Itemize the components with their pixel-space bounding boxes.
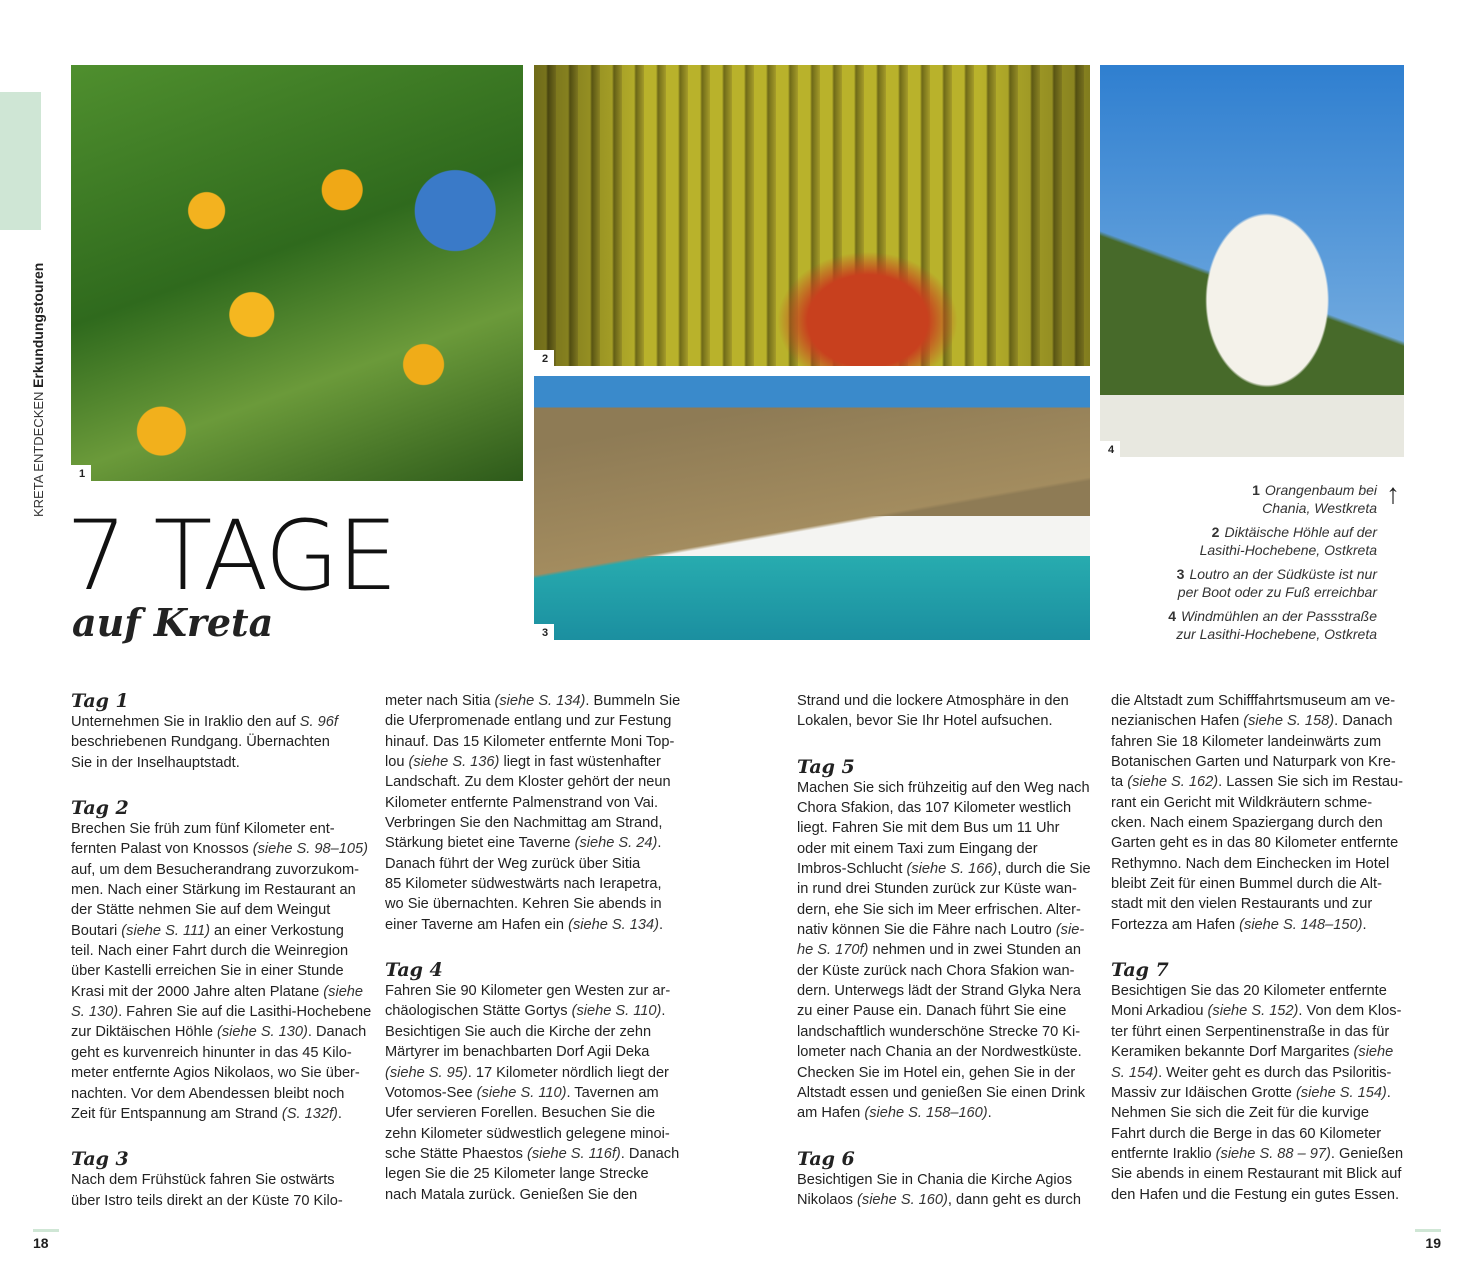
text-line xyxy=(71,941,376,961)
photo-diktaean-cave xyxy=(534,65,1090,366)
text-segment: . xyxy=(658,916,663,933)
text-segment: Danach führt der Weg zurück über Sitia xyxy=(385,855,641,872)
photo-loutro-harbour xyxy=(534,376,1090,640)
text-segment: Nehmen Sie sich die Zeit für die kurvige xyxy=(1111,1105,1369,1122)
page-reference: (siehe S. 154) xyxy=(1295,1084,1387,1101)
text-line xyxy=(797,940,1102,960)
text-line xyxy=(385,1103,690,1123)
section-label xyxy=(30,263,46,517)
caption-text: per Boot oder zu Fuß erreichbar xyxy=(1177,584,1377,600)
page-reference: (siehe S. 136) xyxy=(408,754,500,771)
text-segment: Landschaft. Zu dem Kloster gehört der neun xyxy=(385,774,671,791)
page-reference: (siehe S. 134) xyxy=(494,693,586,709)
text-line xyxy=(797,900,1102,920)
text-segment: Altstadt essen und genießen Sie einen Drink xyxy=(797,1084,1085,1101)
text-line xyxy=(797,1190,1102,1210)
text-segment: . Fahren Sie auf die Lasithi-Hochebene xyxy=(118,1004,372,1021)
text-segment: Märtyrer im benachbarten Dorf Agii Deka xyxy=(385,1044,650,1061)
page-reference: (siehe S. 130) xyxy=(217,1024,308,1041)
day-heading: Tag 4 xyxy=(385,959,443,982)
text-line xyxy=(1111,793,1416,813)
text-line xyxy=(385,874,690,894)
text-line xyxy=(1111,1001,1416,1021)
caption xyxy=(1168,523,1377,559)
text-line xyxy=(71,1170,376,1190)
photo-windmill xyxy=(1100,65,1404,457)
section-name: KRETA ENTDECKEN xyxy=(31,391,46,517)
page-reference: (siehe S. 166) xyxy=(906,861,998,878)
page-reference: (siehe S. 88 – 97) xyxy=(1215,1145,1331,1162)
text-line xyxy=(1111,1124,1416,1144)
day-heading: Tag 2 xyxy=(71,797,129,820)
text-line xyxy=(1111,1042,1416,1062)
text-segment: . xyxy=(987,1105,992,1122)
text-line xyxy=(797,711,1102,731)
text-segment: . Genießen xyxy=(1330,1145,1404,1162)
photo-captions xyxy=(1168,481,1377,649)
text-line xyxy=(797,961,1102,981)
text-segment: ta xyxy=(1111,774,1128,791)
text-segment: liegt. Fahren Sie mit dem Bus um 11 Uhr xyxy=(797,820,1060,837)
text-line xyxy=(71,961,376,981)
caption-number: 4 xyxy=(1168,608,1177,624)
text-segment: liegt in fast wüstenhafter xyxy=(499,754,661,771)
page-reference: (sie- xyxy=(1055,922,1085,939)
page-reference: he S. 170f) xyxy=(797,942,869,959)
text-segment: , dann geht es durch xyxy=(947,1191,1081,1208)
page-number-right: 19 xyxy=(1415,1229,1441,1251)
page-reference: (siehe S. 111) xyxy=(121,922,210,939)
text-line xyxy=(385,1124,690,1144)
page-subtitle: auf Kreta xyxy=(72,600,274,645)
text-segment: Besichtigen Sie das 20 Kilometer entfernte xyxy=(1111,983,1387,1000)
text-segment: . xyxy=(1362,916,1367,933)
text-segment: . Danach xyxy=(620,1145,680,1162)
text-line xyxy=(797,981,1102,1001)
text-line xyxy=(385,1042,690,1062)
text-segment: . Weiter geht es durch das Psiloritis- xyxy=(1158,1064,1392,1081)
text-line xyxy=(1111,854,1416,874)
day-heading: Tag 5 xyxy=(797,755,855,778)
caption-number: 1 xyxy=(1252,482,1260,498)
text-segment: Besichtigen Sie auch die Kirche der zehn xyxy=(385,1023,652,1040)
page-reference: (siehe S. 160) xyxy=(857,1191,948,1208)
text-line xyxy=(71,1002,376,1022)
text-segment: über Kastelli erreichen Sie in einer Stunde xyxy=(71,963,344,980)
text-line xyxy=(71,982,376,1002)
text-line xyxy=(71,1191,376,1211)
text-line xyxy=(71,900,376,920)
page-reference: (siehe S. 148–150) xyxy=(1239,916,1363,933)
caption-text: Chania, Westkreta xyxy=(1262,500,1377,516)
text-line xyxy=(1111,691,1416,711)
text-segment: Garten geht es in das 80 Kilometer entfernte xyxy=(1111,835,1399,852)
text-line xyxy=(797,839,1102,859)
text-line xyxy=(1111,1083,1416,1103)
text-segment: hinauf. Das 15 Kilometer entfernte Moni Top- xyxy=(385,733,675,750)
text-segment: lometer nach Chania an der Nordwestküste. xyxy=(797,1044,1082,1061)
text-segment: nehmen und in zwei Stunden an xyxy=(868,942,1081,959)
caption-number: 2 xyxy=(1211,524,1220,540)
text-line xyxy=(385,711,690,731)
text-segment: Rethymno. Nach dem Einchecken im Hotel xyxy=(1111,855,1390,872)
text-segment: Lokalen, bevor Sie Ihr Hotel aufsuchen. xyxy=(797,713,1053,730)
text-line xyxy=(1111,1164,1416,1184)
section-tab xyxy=(0,92,41,230)
text-segment: 85 Kilometer südwestwärts nach Ierapetra, xyxy=(385,876,662,893)
text-segment: Sie in der Inselhauptstadt. xyxy=(71,754,240,771)
text-segment: Nach dem Frühstück fahren Sie ostwärts xyxy=(71,1172,335,1189)
caption xyxy=(1168,565,1377,601)
caption-text: Diktäische Höhle auf der xyxy=(1224,524,1377,540)
text-line xyxy=(385,772,690,792)
text-line xyxy=(797,1001,1102,1021)
text-line xyxy=(385,752,690,772)
photo-number: 1 xyxy=(71,465,91,481)
photo-number: 3 xyxy=(534,624,554,640)
text-line xyxy=(385,813,690,833)
photo-number: 4 xyxy=(1100,441,1120,457)
text-segment: . Von dem Klos- xyxy=(1298,1003,1402,1020)
text-segment: Fahren Sie 90 Kilometer gen Westen zur ar- xyxy=(385,983,671,1000)
text-segment: stadt mit den vielen Restaurants und zur xyxy=(1111,896,1373,913)
page-reference: (siehe S. 116f) xyxy=(526,1145,621,1162)
text-line xyxy=(797,1103,1102,1123)
text-line xyxy=(797,818,1102,838)
text-segment: . Tavernen am xyxy=(566,1084,659,1101)
text-line xyxy=(71,1104,376,1124)
page-reference: (siehe S. 158) xyxy=(1243,713,1335,730)
text-segment: Fortezza am Hafen xyxy=(1111,916,1240,933)
text-line xyxy=(385,1022,690,1042)
text-segment: fernten Palast von Knossos xyxy=(71,841,253,858)
text-segment: entfernte Iraklio xyxy=(1111,1145,1216,1162)
caption-text: zur Lasithi-Hochebene, Ostkreta xyxy=(1176,626,1377,642)
text-segment: auf, um dem Besucherandrang zuvorzukom- xyxy=(71,861,359,878)
text-line xyxy=(385,1185,690,1205)
text-line xyxy=(1111,711,1416,731)
page-reference: (siehe S. 110) xyxy=(476,1084,567,1101)
text-line xyxy=(797,1063,1102,1083)
text-segment: dern. Unterwegs lädt der Strand Glyka Nera xyxy=(797,983,1081,1000)
text-segment: Sie abends in einem Restaurant mit Blick auf xyxy=(1111,1166,1402,1183)
photo-number: 2 xyxy=(534,350,554,366)
text-segment: Krasi mit der 2000 Jahre alten Platane xyxy=(71,983,324,1000)
text-segment: . Bummeln Sie xyxy=(585,693,681,709)
text-segment: cken. Nach einem Spaziergang durch den xyxy=(1111,815,1383,832)
page-reference: (S. 132f) xyxy=(281,1105,338,1122)
text-segment: . xyxy=(1386,1084,1391,1101)
text-line xyxy=(797,879,1102,899)
text-line xyxy=(71,839,376,859)
page-title: 7 TAGE xyxy=(66,500,396,612)
text-segment: zu einer Pause ein. Danach führt Sie eine xyxy=(797,1003,1067,1020)
text-segment: Moni Arkadiou xyxy=(1111,1003,1208,1020)
caption-text: Lasithi-Hochebene, Ostkreta xyxy=(1199,542,1377,558)
text-segment: Kilometer entfernte Palmenstrand von Vai. xyxy=(385,794,659,811)
text-line xyxy=(385,1164,690,1184)
text-segment: der Stätte nehmen Sie auf dem Weingut xyxy=(71,902,331,919)
caption-text: Loutro an der Südküste ist nur xyxy=(1189,566,1377,582)
page-reference: (siehe xyxy=(323,983,364,1000)
day-heading: Tag 6 xyxy=(797,1147,855,1170)
text-line xyxy=(385,854,690,874)
text-segment: meter nach Sitia xyxy=(385,693,495,709)
text-column xyxy=(1111,691,1416,1205)
page-reference: S. 96f xyxy=(299,714,338,730)
text-segment: Botanischen Garten und Naturpark von Kre- xyxy=(1111,754,1396,771)
page-number-left: 18 xyxy=(33,1229,59,1251)
text-segment: Zeit für Entspannung am Strand xyxy=(71,1105,282,1122)
text-line xyxy=(385,691,690,711)
text-segment: Ufer servieren Forellen. Besuchen Sie die xyxy=(385,1105,656,1122)
text-line xyxy=(797,691,1102,711)
text-segment: Boutari xyxy=(71,922,122,939)
text-line xyxy=(797,920,1102,940)
text-line xyxy=(797,1022,1102,1042)
text-segment: fahren Sie 18 Kilometer landeinwärts zum xyxy=(1111,733,1382,750)
text-segment: bleibt Zeit für einen Bummel durch die Alt- xyxy=(1111,876,1382,893)
text-line xyxy=(71,1063,376,1083)
text-segment: . xyxy=(661,1003,666,1020)
day-heading: Tag 7 xyxy=(1111,959,1169,982)
text-segment: rant ein Gericht mit Wildkräutern schme- xyxy=(1111,794,1373,811)
caption-text: Orangenbaum bei xyxy=(1264,482,1377,498)
text-segment: meter entfernte Agios Nikolaos, wo Sie über- xyxy=(71,1065,360,1082)
text-segment: die Uferpromenade entlang und zur Festung xyxy=(385,713,672,730)
text-line xyxy=(71,1084,376,1104)
text-segment: in rund drei Stunden zurück zur Küste wan- xyxy=(797,881,1077,898)
text-line xyxy=(797,1170,1102,1190)
text-segment: chäologischen Stätte Gortys xyxy=(385,1003,572,1020)
text-segment: ter führt einen Serpentinenstraße in das für xyxy=(1111,1023,1390,1040)
text-segment: . xyxy=(657,835,662,852)
text-segment: geht es kurvenreich hinunter in das 45 Kilo- xyxy=(71,1044,352,1061)
text-segment: dern, ehe Sie sich im Meer erfrischen. Alter- xyxy=(797,901,1081,918)
page-reference: (siehe S. 95) xyxy=(385,1064,468,1081)
caption xyxy=(1168,607,1377,643)
page-reference: (siehe S. 110) xyxy=(571,1003,662,1020)
day-heading: Tag 1 xyxy=(71,690,129,712)
text-line xyxy=(1111,1144,1416,1164)
text-line xyxy=(1111,915,1416,935)
text-line xyxy=(71,860,376,880)
text-line xyxy=(385,1001,690,1021)
text-line xyxy=(797,1042,1102,1062)
page-reference: (siehe S. 98–105) xyxy=(252,841,368,858)
text-line xyxy=(797,778,1102,798)
text-segment: Brechen Sie früh zum fünf Kilometer ent- xyxy=(71,821,335,838)
text-line xyxy=(385,1083,690,1103)
text-segment: die Altstadt zum Schifffahrtsmuseum am ve- xyxy=(1111,693,1396,709)
text-segment: Chora Sfakion, das 107 Kilometer westlich xyxy=(797,800,1072,817)
text-line xyxy=(1111,1022,1416,1042)
text-line xyxy=(797,1083,1102,1103)
day-heading: Tag 3 xyxy=(71,1148,129,1171)
text-line xyxy=(385,894,690,914)
text-line xyxy=(71,753,376,773)
text-segment: über Istro teils direkt an der Küste 70 Kilo- xyxy=(71,1192,343,1209)
text-segment: Stärkung bietet eine Taverne xyxy=(385,835,575,852)
text-line xyxy=(1111,1103,1416,1123)
text-line xyxy=(71,732,376,752)
text-segment: der Küste zurück nach Chora Sfakion wan- xyxy=(797,962,1075,979)
text-segment: beschriebenen Rundgang. Übernachten xyxy=(71,734,330,751)
photo-orange-tree xyxy=(71,65,523,481)
page-reference: (siehe S. 24) xyxy=(574,835,658,852)
caption-number: 3 xyxy=(1176,566,1185,582)
text-segment: Strand und die lockere Atmosphäre in den xyxy=(797,693,1069,709)
text-segment: Imbros-Schlucht xyxy=(797,861,907,878)
text-segment: . Danach xyxy=(1334,713,1393,730)
text-segment: . Lassen Sie sich im Restau- xyxy=(1218,774,1404,791)
text-column xyxy=(71,691,376,1211)
text-line xyxy=(1111,772,1416,792)
text-segment: Keramiken bekannte Dorf Margarites xyxy=(1111,1044,1354,1061)
text-column xyxy=(797,691,1102,1210)
text-segment: einer Taverne am Hafen ein xyxy=(385,916,569,933)
text-segment: den Hafen und die Festung ein gutes Essen. xyxy=(1111,1186,1400,1203)
text-line xyxy=(797,859,1102,879)
text-line xyxy=(1111,833,1416,853)
text-line xyxy=(1111,1063,1416,1083)
text-segment: lou xyxy=(385,754,409,771)
subsection-name: Erkundungstouren xyxy=(30,262,46,388)
text-segment: landschaftlich wunderschöne Strecke 70 Ki- xyxy=(797,1023,1081,1040)
text-segment: nativ können Sie die Fähre nach Loutro xyxy=(797,922,1056,939)
up-arrow-icon: ↑ xyxy=(1386,478,1400,509)
page-reference: (siehe S. 134) xyxy=(568,916,659,933)
text-line xyxy=(385,1063,690,1083)
text-line xyxy=(1111,813,1416,833)
text-segment: nach Matala zurück. Genießen Sie den xyxy=(385,1186,638,1203)
text-line xyxy=(71,712,376,732)
text-line xyxy=(385,793,690,813)
text-segment: am Hafen xyxy=(797,1105,865,1122)
text-segment: Massiv zur Idäischen Grotte xyxy=(1111,1084,1296,1101)
text-segment: , durch die Sie xyxy=(997,861,1091,878)
text-segment: zur Diktäischen Höhle xyxy=(71,1024,218,1041)
text-column xyxy=(385,691,690,1205)
text-segment: legen Sie die 25 Kilometer lange Strecke xyxy=(385,1166,649,1183)
text-segment: Checken Sie im Hotel ein, gehen Sie in der xyxy=(797,1064,1076,1081)
page-reference: S. 154) xyxy=(1111,1064,1159,1081)
text-line xyxy=(1111,752,1416,772)
text-segment: Nikolaos xyxy=(797,1191,858,1208)
text-line xyxy=(385,732,690,752)
text-segment: . 17 Kilometer nördlich liegt der xyxy=(467,1064,669,1081)
text-line xyxy=(1111,1185,1416,1205)
text-segment: wo Sie übernachten. Kehren Sie abends in xyxy=(385,896,662,913)
text-line xyxy=(385,1144,690,1164)
text-segment: an einer Verkostung xyxy=(209,922,344,939)
text-segment: teil. Nach einer Fahrt durch die Weinregion xyxy=(71,943,349,960)
text-segment: men. Nach einer Stärkung im Restaurant an xyxy=(71,882,356,899)
text-segment: nachten. Vor dem Abendessen bleibt noch xyxy=(71,1085,345,1102)
text-segment: . xyxy=(337,1105,342,1122)
page-reference: (siehe S. 158–160) xyxy=(864,1105,988,1122)
page-reference: (siehe S. 162) xyxy=(1127,774,1219,791)
text-line xyxy=(71,1022,376,1042)
text-segment: Verbringen Sie den Nachmittag am Strand, xyxy=(385,815,663,832)
text-segment: zehn Kilometer südwestlich gelegene minoi- xyxy=(385,1125,670,1142)
text-line xyxy=(71,880,376,900)
text-line xyxy=(71,921,376,941)
caption-text: Windmühlen an der Passstraße xyxy=(1181,608,1377,624)
page-reference: (siehe S. 152) xyxy=(1207,1003,1299,1020)
text-line xyxy=(1111,732,1416,752)
text-segment: nezianischen Hafen xyxy=(1111,713,1244,730)
text-line xyxy=(71,1043,376,1063)
text-line xyxy=(1111,981,1416,1001)
page-reference: S. 130) xyxy=(71,1004,119,1021)
text-segment: Machen Sie sich frühzeitig auf den Weg nach xyxy=(797,779,1090,796)
text-segment: Unternehmen Sie in Iraklio den auf xyxy=(71,714,300,730)
caption xyxy=(1168,481,1377,517)
text-line xyxy=(385,915,690,935)
text-segment: sche Stätte Phaestos xyxy=(385,1145,527,1162)
text-segment: Besichtigen Sie in Chania die Kirche Agios xyxy=(797,1171,1073,1188)
text-segment: oder mit einem Taxi zum Eingang der xyxy=(797,840,1038,857)
page-reference: (siehe xyxy=(1353,1044,1394,1061)
text-segment: Fahrt durch die Berge in das 60 Kilometer xyxy=(1111,1125,1382,1142)
text-line xyxy=(385,833,690,853)
text-line xyxy=(1111,874,1416,894)
text-line xyxy=(71,819,376,839)
text-segment: Votomos-See xyxy=(385,1084,477,1101)
text-segment: . Danach xyxy=(307,1024,367,1041)
text-line xyxy=(1111,894,1416,914)
text-line xyxy=(797,798,1102,818)
text-line xyxy=(385,981,690,1001)
